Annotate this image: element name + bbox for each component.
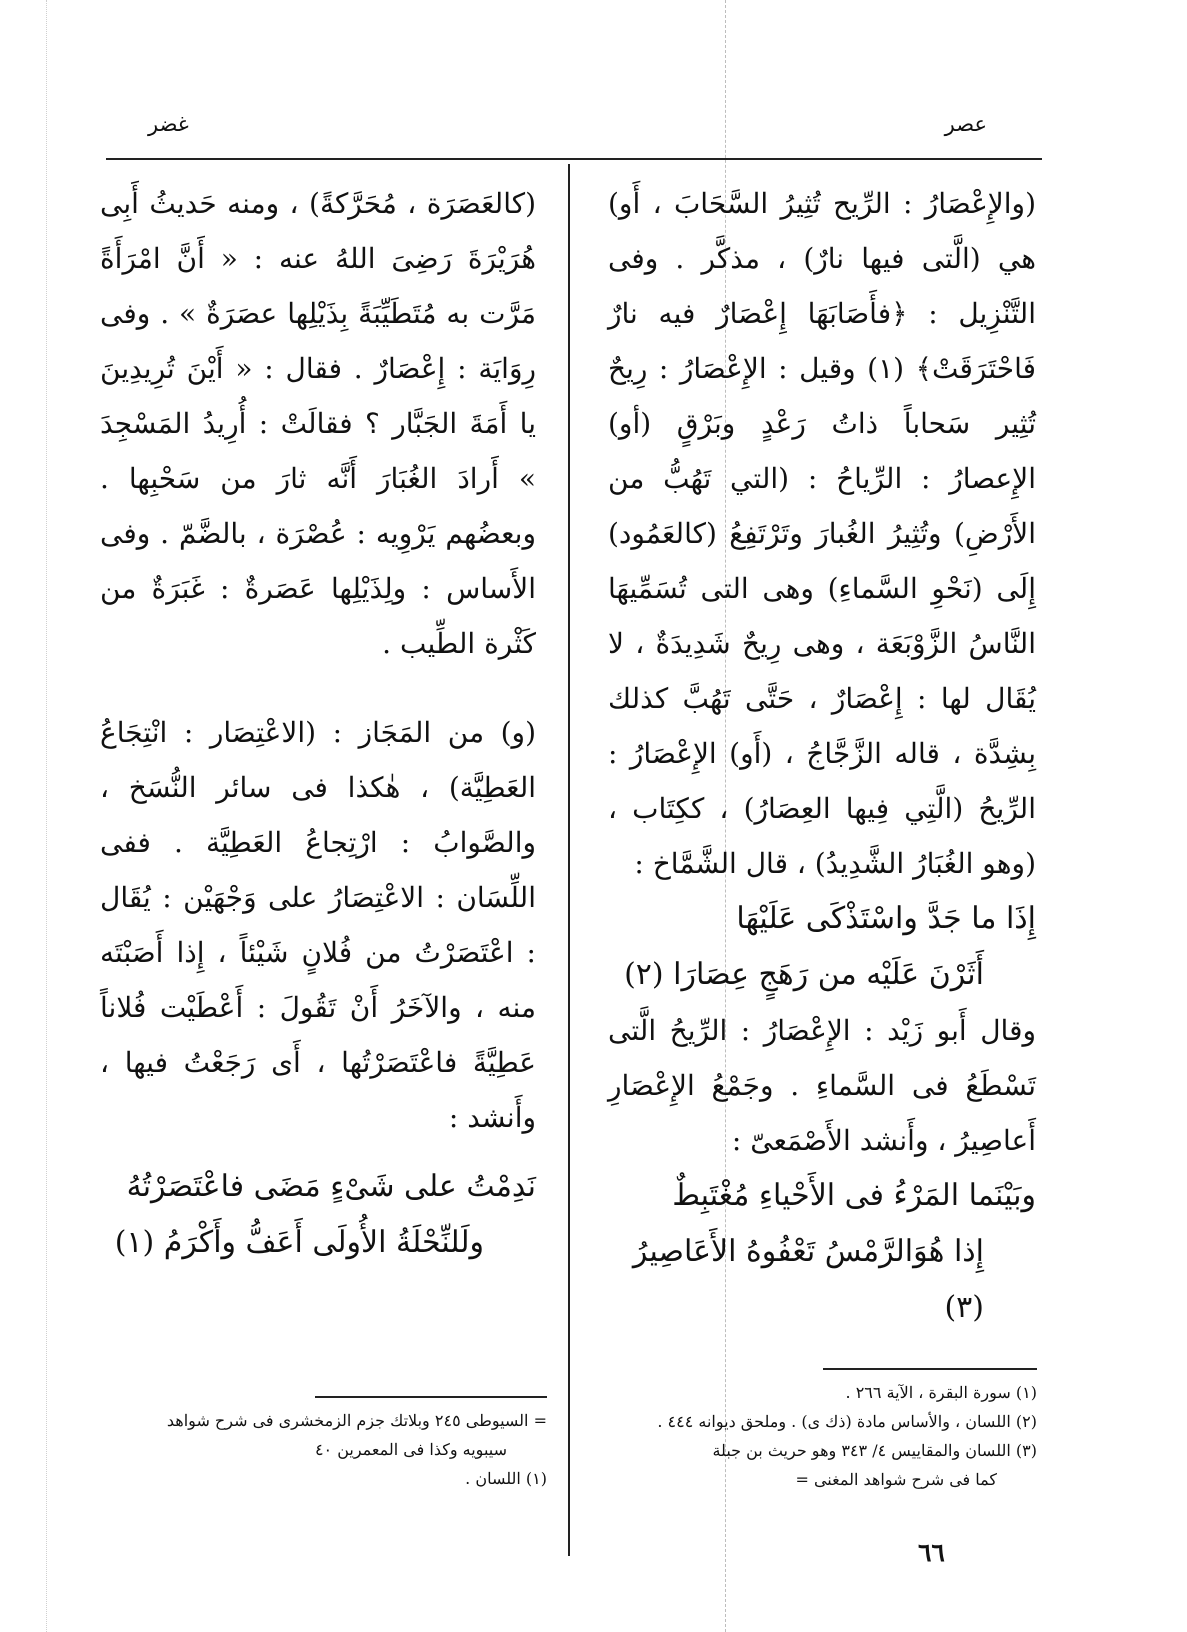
right-verse-2-line-1: وبَيْنَما المَرْءُ فى الأَحْياءِ مُغْتَبِطٌ (672, 1178, 1036, 1213)
left-verse-line-2: ولَلنِّحْلَةُ الأُولَى أَعَفُّ وأَكْرَمُ (١) (114, 1225, 484, 1260)
header-rule (106, 158, 1042, 160)
footnote-left-3: (١) اللسان . (465, 1469, 547, 1488)
left-paragraph-2: (و) من المَجَاز : (الاعْتِصَار : انْتِجَاعُ العَطِيَّة) ، هٰكذا فى سائر النُّسَخ ، والصَّوابُ : ارْتِجاعُ العَطِيَّة . ففى اللِّسَان : الاعْتِصَارُ على وَجْهَيْن : يُقَال : اعْتَصَرْتُ من فُلانٍ شَيْئاً ، إِذا أَصَبْتَه منه ، والآخَرُ أَنْ تَقُولَ : أَعْطَيْت فُلاناً عَطِيَّةً فاعْتَصَرْتُها ، أَى رَجَعْتُ فيها ، وأَنشد : (100, 716, 536, 1134)
footnote-right-1: (١) سورة البقرة ، الآية ٢٦٦ . (845, 1383, 1037, 1402)
left-column (100, 176, 536, 1271)
footnote-left-1: = السيوطى ٢٤٥ وبلاتك جزم الزمخشرى فى شرح شواهد (166, 1411, 547, 1430)
header-left-word: غضر (148, 112, 189, 136)
left-verse-line-1: نَدِمْتُ على شَىْءٍ مَضَى فاعْتَصَرْتُهُ (126, 1169, 536, 1204)
right-paragraph-1: (والإِعْصَارُ : الرِّيح تُثِيرُ السَّحَابَ ، أَو) هي (الَّتى فيها نارٌ) ، مذكَّر . وفى التَّنْزِيل : ﴿فأَصَابَهَا إِعْصَارٌ فيه نارٌ فَاحْتَرَقَتْ﴾ (١) وقيل : الإِعْصَارُ : رِيحٌ تُثِير سَحاباً ذاتُ رَعْدٍ وبَرْقٍ (أو) الإِعصارُ : الرِّياحُ : (التي تَهُبُّ من الأَرْضِ) وتُثِيرُ الغُبارَ وتَرْتَفِعُ (كالعَمُود) إِلَى (نَحْوِ السَّماءِ) وهى التى تُسَمِّيهَا النَّاسُ الزَّوْبَعَة ، وهى رِيحٌ شَدِيدَةٌ ، لا يُقَال لها : إِعْصَارٌ ، حَتَّى تَهُبَّ كذلك بِشِدَّة ، قاله الزَّجَّاجُ ، (أَو) الإِعْصَارُ : الرِّيحُ (الَّتِي فِيها العِصَارُ) ، ككِتَاب ، (وهو الغُبَارُ الشَّدِيدُ) ، قال الشَّمَّاخ : (608, 187, 1037, 880)
footnote-rule-right (823, 1368, 1037, 1370)
footnotes-right (657, 1368, 1037, 1494)
footnote-left-2: سيبويه وكذا فى المعمرين ٤٠ (314, 1440, 507, 1459)
verse-gap (100, 1145, 536, 1159)
right-verse-1-line-1: إِذَا ما جَدَّ واسْتَذْكَى عَلَيْهَا (736, 901, 1036, 936)
footnote-right-2: (٢) اللسان ، والأساس مادة (ذك ى) . وملحق ديوانه ٤٤٤ . (657, 1412, 1037, 1431)
footnote-right-3: (٣) اللسان والمقاييس ٤/ ٣٤٣ وهو حريث بن جبلة (712, 1441, 1037, 1460)
right-verse-2-line-2: إِذا هُوَالرَّمْسُ تَعْفُوهُ الأَعَاصِيرُ (٣) (632, 1234, 984, 1325)
paragraph-gap (100, 671, 536, 705)
page-number: ٦٦ (918, 1538, 945, 1567)
binding-edge (46, 0, 47, 1632)
header-right-word: عصر (944, 112, 987, 136)
footnote-rule-left (315, 1396, 547, 1398)
right-verse-1-line-2: أَثَرْنَ عَلَيْه من رَهَجٍ عِصَارَا (٢) (624, 957, 984, 992)
left-paragraph-1: (كالعَصَرَة ، مُحَرَّكةً) ، ومنه حَديثُ أَبِى هُرَيْرَةَ رَضِىَ اللهُ عنه : « أَنَّ امْرَأَةً مَرَّت به مُتَطَيِّبَةً بِذَيْلِها عصَرَةٌ » . وفى رِوَايَة : إِعْصَارٌ . فقال : « أَيْنَ تُرِيدِينَ يا أَمَةَ الجَبَّار ؟ فقالَتْ : أُرِيدُ المَسْجِدَ » أَرادَ الغُبَارَ أَنَّه ثارَ من سَحْبِها . وبعضُهم يَرْوِيه : عُصْرَة ، بالضَّمّ . وفى الأَساس : ولِذَيْلِها عَصَرةٌ : غَبَرَةٌ من كَثْرة الطِّيب . (100, 187, 536, 660)
right-column (608, 176, 1036, 1336)
footnote-right-4: كما فى شرح شواهد المغنى = (795, 1470, 997, 1489)
column-divider (568, 164, 570, 1556)
right-paragraph-2: وقال أَبو زَيْد : الإِعْصَارُ : الرِّيحُ الَّتى تَسْطَعُ فى السَّماءِ . وجَمْعُ الإِعْصَارِ أَعاصِيرُ ، وأَنشد الأَصْمَعىّ : (608, 1014, 1036, 1157)
footnotes-left (167, 1396, 547, 1493)
